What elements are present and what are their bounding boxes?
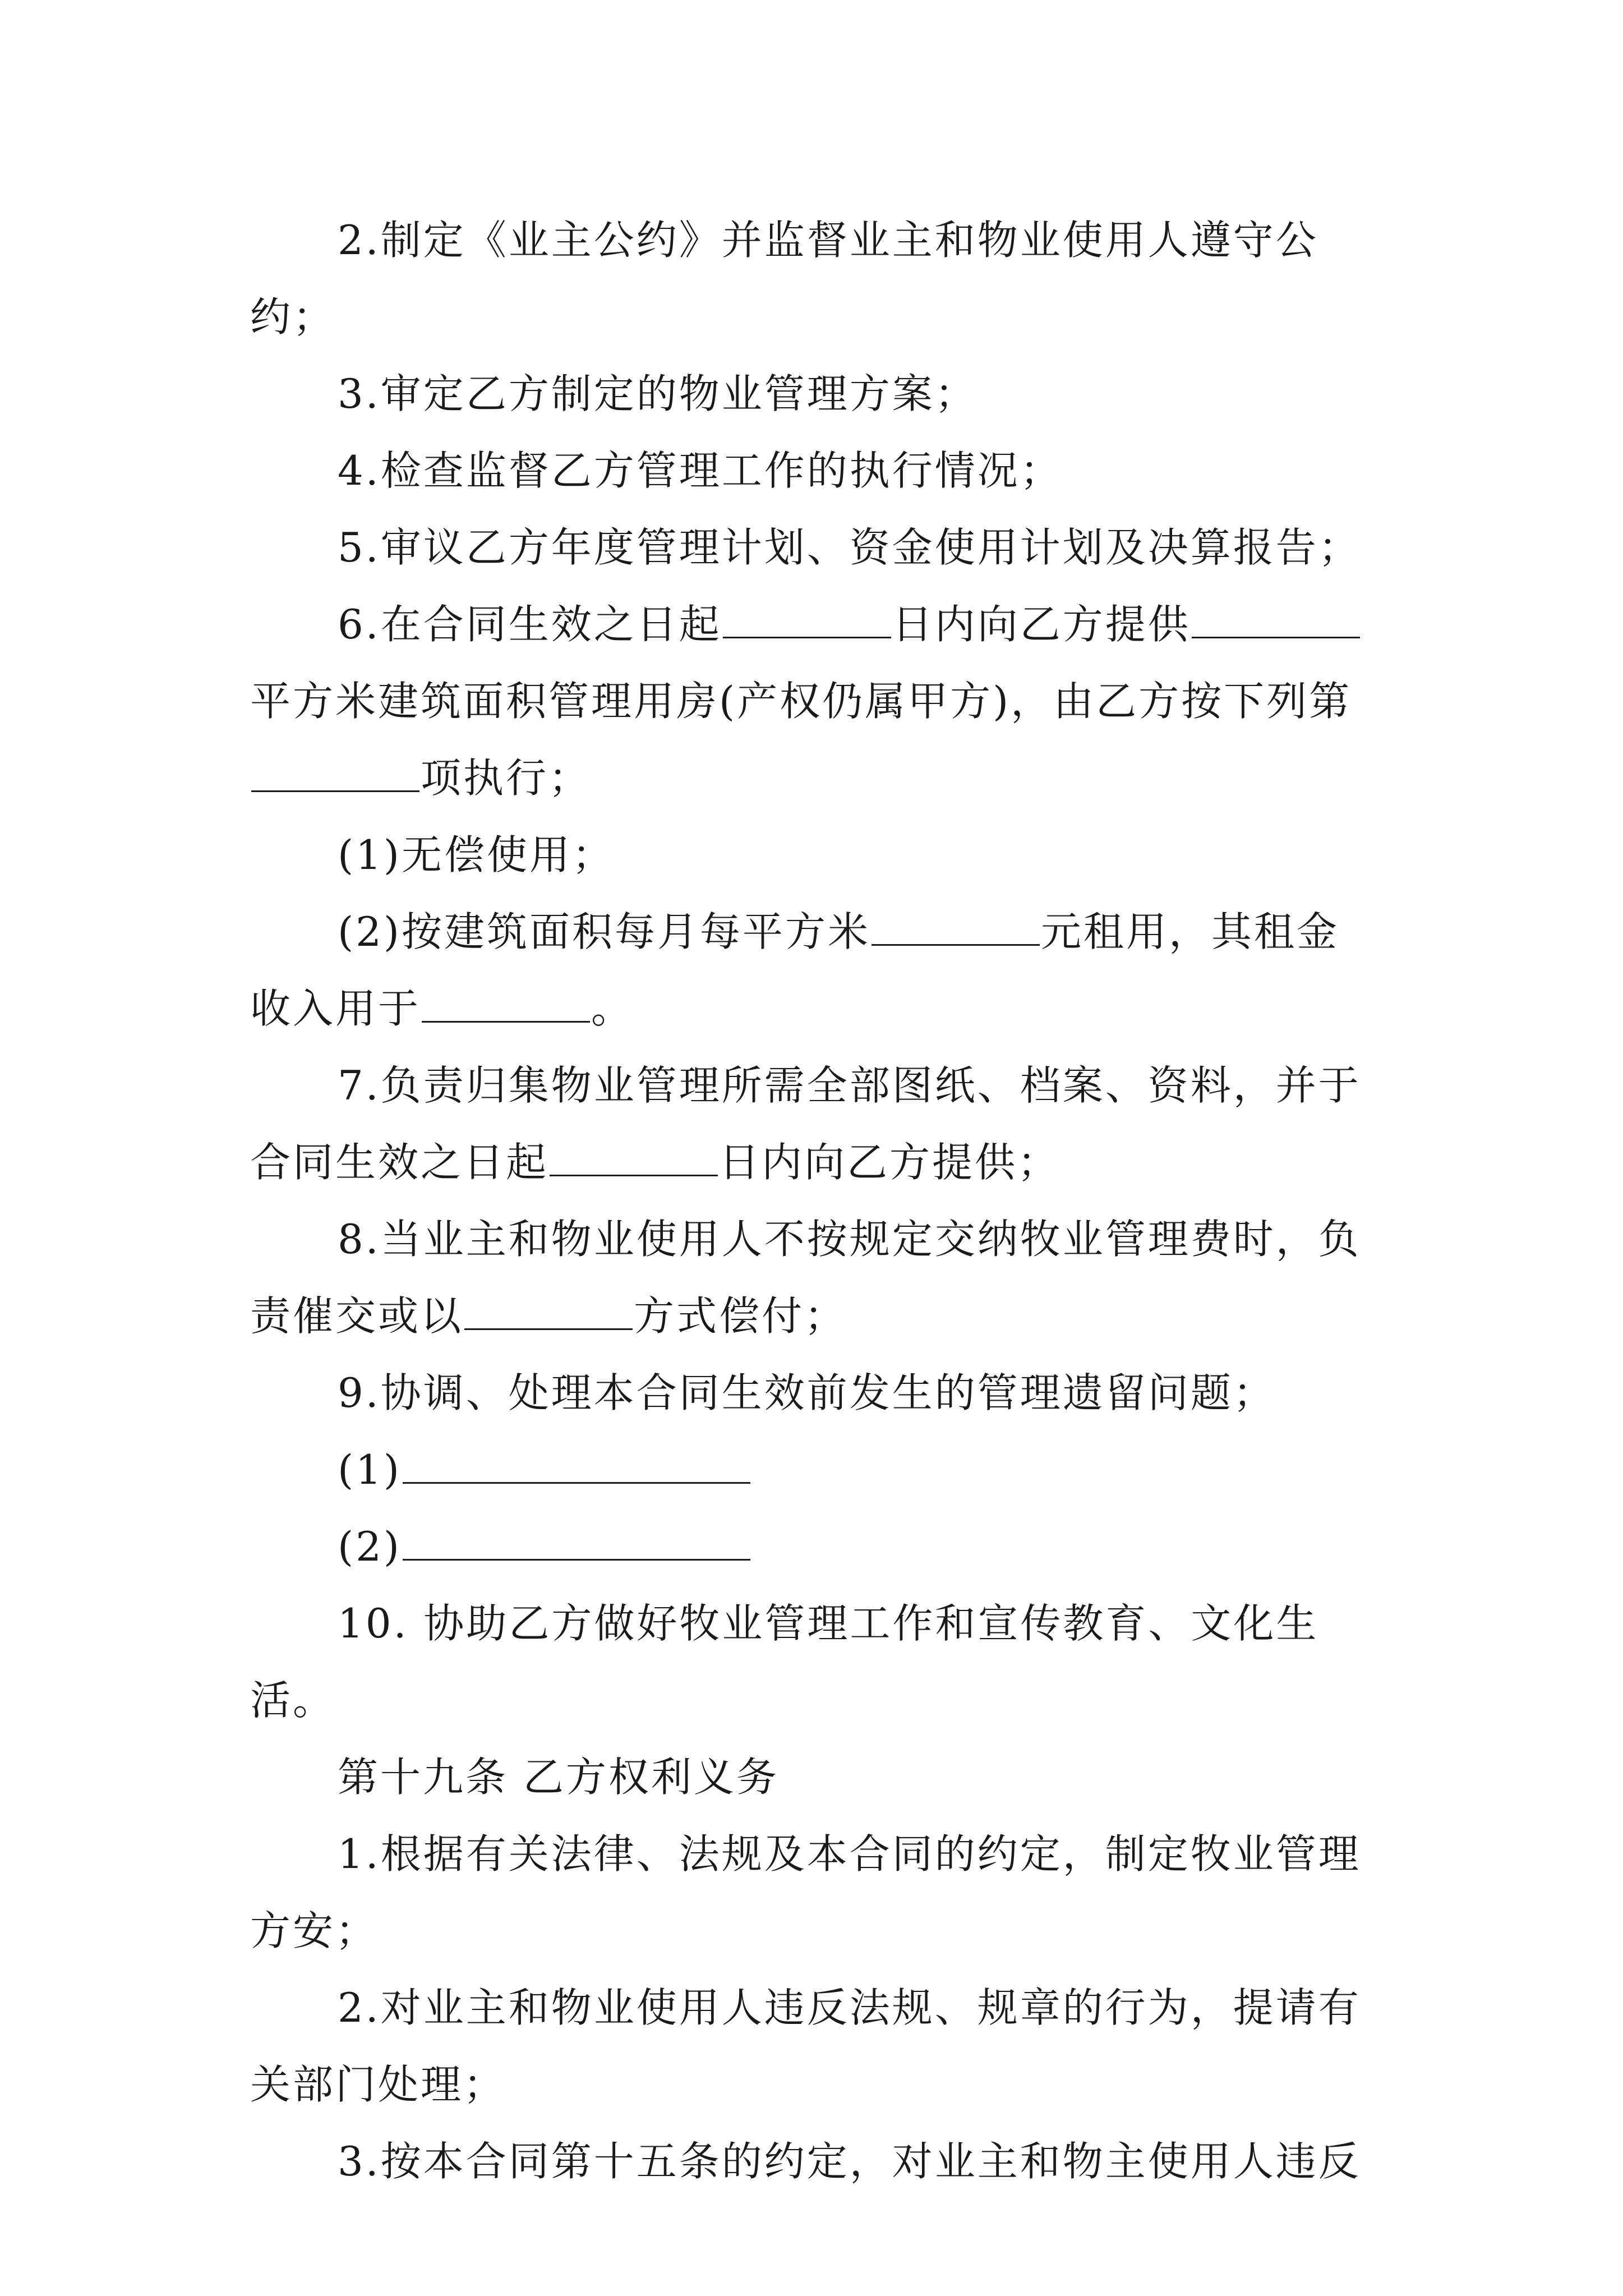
fill-blank-days bbox=[723, 601, 891, 638]
paragraph-item-7 bbox=[250, 1047, 1377, 1201]
paragraph-item-5: 5.审议乙方年度管理计划、资金使用计划及决算报告； bbox=[338, 524, 1361, 571]
paragraph-item-9-1 bbox=[250, 1432, 1377, 1508]
paragraph-b-3: 3.按本合同第十五条的约定，对业主和物主使用人违反 bbox=[338, 2138, 1361, 2185]
fill-blank-issue-2 bbox=[403, 1523, 750, 1561]
p6-2-text-1: (2)按建筑面积每月每平方米 bbox=[338, 908, 870, 955]
p6-text-2: 日内向乙方提供 bbox=[892, 601, 1191, 648]
p6-text-3: 平方米建筑面积管理用房(产权仍属甲方)，由乙方按下列第 bbox=[250, 678, 1352, 725]
p8-text-1: 8.当业主和物业使用人不按规定交纳牧业管理费时，负责催交或以 bbox=[250, 1216, 1361, 1340]
p6-2-text-3: 。 bbox=[591, 985, 634, 1032]
paragraph-item-10: 10. 协助乙方做好牧业管理工作和宣传教育、文化生活。 bbox=[250, 1600, 1319, 1724]
paragraph-item-8 bbox=[250, 1201, 1377, 1355]
paragraph-item-6 bbox=[250, 586, 1377, 817]
paragraph-item-6-2 bbox=[250, 894, 1377, 1047]
p6-text-1: 6.在合同生效之日起 bbox=[338, 601, 722, 648]
p7-text-1: 7.负责归集物业管理所需全部图纸、档案、资料，并于合同生效之日起 bbox=[250, 1062, 1361, 1186]
p9-2-label: (2) bbox=[338, 1523, 402, 1570]
paragraph-item-3: 3.审定乙方制定的物业管理方案； bbox=[338, 370, 978, 417]
fill-blank-method bbox=[464, 1292, 633, 1330]
paragraph-item-4: 4.检查监督乙方管理工作的执行情况； bbox=[338, 447, 1063, 494]
paragraph-b-2: 2.对业主和物业使用人违反法规、规章的行为，提请有关部门处理； bbox=[250, 1984, 1361, 2108]
fill-blank-days-7 bbox=[550, 1139, 718, 1176]
fill-blank-usage bbox=[422, 985, 590, 1023]
p6-2-text-2: 元租用，其租金收入用于 bbox=[250, 908, 1340, 1032]
paragraph-item-9-2 bbox=[250, 1508, 1377, 1585]
fill-blank-issue-1 bbox=[403, 1446, 750, 1484]
article-19-heading: 第十九条 乙方权利义务 bbox=[338, 1754, 779, 1801]
p9-1-label: (1) bbox=[338, 1446, 402, 1493]
p6-text-4: 项执行； bbox=[421, 754, 592, 802]
paragraph-item-2: 2.制定《业主公约》并监督业主和物业使用人遵守公约； bbox=[250, 217, 1318, 341]
p8-text-2: 方式偿付； bbox=[634, 1292, 847, 1340]
paragraph-item-6-1: (1)无偿使用； bbox=[338, 831, 615, 878]
fill-blank-area bbox=[1192, 601, 1360, 638]
fill-blank-rent bbox=[872, 908, 1040, 946]
paragraph-b-1: 1.根据有关法律、法规及本合同的约定，制定牧业管理方安； bbox=[250, 1830, 1361, 1954]
document-body bbox=[250, 202, 1377, 2200]
p7-text-2: 日内向乙方提供； bbox=[719, 1139, 1061, 1186]
paragraph-item-9: 9.协调、处理本合同生效前发生的管理遗留问题； bbox=[338, 1369, 1276, 1416]
fill-blank-option bbox=[251, 754, 419, 792]
